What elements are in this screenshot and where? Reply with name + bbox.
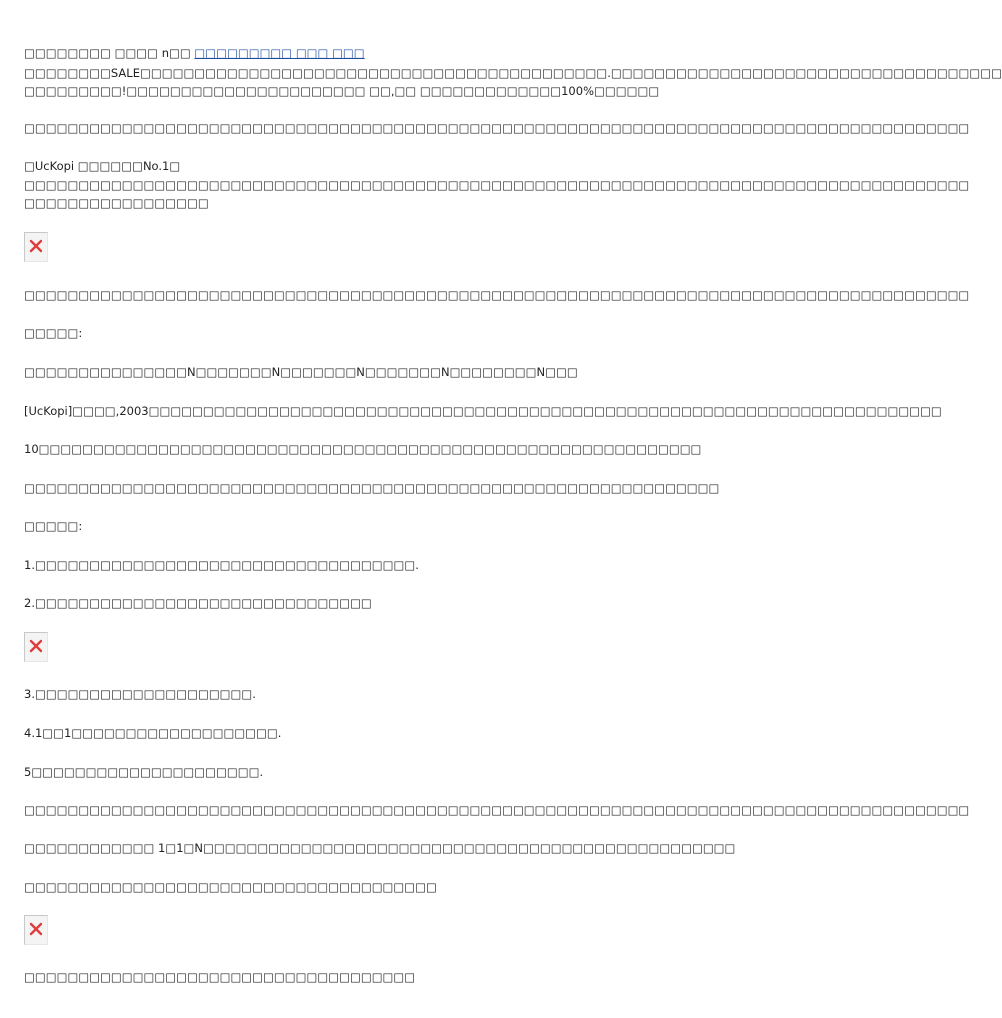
paragraph-1-line-2: □□□□□□□□□!□□□□□□□□□□□□□□□□□□□□□□ □□,□□ □□□□□□□□□□□□□100%□□□□□□	[24, 84, 660, 98]
paragraph-11: □□□□□□□□□□□□□□□□□□□□□□□□□□□□□□□□□□□□□□	[24, 880, 437, 894]
header-prefix: □□□□□□□□ □□□□ n□□	[24, 46, 191, 60]
paragraph-5: □□□□□□□□□□□□□□□N□□□□□□□N□□□□□□□N□□□□□□□N□□□□□□□□N□□□	[24, 365, 578, 379]
paragraph-6: [UcKopi]□□□□,2003□□□□□□□□□□□□□□□□□□□□□□□□□□□□□□□□□□□□□□□□□□□□□□□□□□□□□□□□□□□□□□□□□□□□□□□□□	[24, 404, 942, 418]
header-link[interactable]: □□□□□□□□□ □□□ □□□	[194, 46, 365, 60]
paragraph-10: □□□□□□□□□□□□ 1□1□N□□□□□□□□□□□□□□□□□□□□□□□□□□□□□□□□□□□□□□□□□□□□□□□□□	[24, 841, 736, 855]
broken-image-icon	[24, 232, 48, 262]
list-item-2: 2.□□□□□□□□□□□□□□□□□□□□□□□□□□□□□□□	[24, 596, 372, 610]
paragraph-12: □□□□□□□□□□□□□□□□□□□□□□□□□□□□□□□□□□□□	[24, 970, 416, 984]
list-item-4: 4.1□□1□□□□□□□□□□□□□□□□□□□.	[24, 726, 282, 740]
paragraph-3-line-1: □□□□□□□□□□□□□□□□□□□□□□□□□□□□□□□□□□□□□□□□□□□□□□□□□□□□□□□□□□□□□□□□□□□□□□□□□□□□□□□□□□□□□□□	[24, 178, 970, 192]
list-item-5: 5□□□□□□□□□□□□□□□□□□□□□.	[24, 765, 264, 779]
paragraph-3-line-2: □□□□□□□□□□□□□□□□□	[24, 196, 209, 210]
section-label-1: □□□□□:	[24, 326, 83, 340]
paragraph-9: □□□□□□□□□□□□□□□□□□□□□□□□□□□□□□□□□□□□□□□□□□□□□□□□□□□□□□□□□□□□□□□□□□□□□□□□□□□□□□□□□□□□□□□	[24, 803, 970, 817]
header-line	[24, 45, 696, 61]
broken-image-icon	[24, 632, 48, 662]
broken-image-icon	[24, 915, 48, 945]
paragraph-8: □□□□□□□□□□□□□□□□□□□□□□□□□□□□□□□□□□□□□□□□□□□□□□□□□□□□□□□□□□□□□□□□	[24, 481, 720, 495]
paragraph-1-line-1: □□□□□□□□SALE□□□□□□□□□□□□□□□□□□□□□□□□□□□□□□□□□□□□□□□□□□□.□□□□□□□□□□□□□□□□□□□□□□□□□□□□□□□□□□□□	[24, 66, 1002, 80]
paragraph-4: □□□□□□□□□□□□□□□□□□□□□□□□□□□□□□□□□□□□□□□□□□□□□□□□□□□□□□□□□□□□□□□□□□□□□□□□□□□□□□□□□□□□□□□	[24, 288, 970, 302]
uckopi-heading: □UcKopi □□□□□□No.1□	[24, 159, 181, 173]
list-item-1: 1.□□□□□□□□□□□□□□□□□□□□□□□□□□□□□□□□□□□.	[24, 558, 419, 572]
list-item-3: 3.□□□□□□□□□□□□□□□□□□□□.	[24, 687, 256, 701]
paragraph-7: 10□□□□□□□□□□□□□□□□□□□□□□□□□□□□□□□□□□□□□□□□□□□□□□□□□□□□□□□□□□□□□	[24, 442, 702, 456]
paragraph-2: □□□□□□□□□□□□□□□□□□□□□□□□□□□□□□□□□□□□□□□□□□□□□□□□□□□□□□□□□□□□□□□□□□□□□□□□□□□□□□□□□□□□□□□	[24, 121, 970, 135]
section-label-2: □□□□□:	[24, 519, 83, 533]
